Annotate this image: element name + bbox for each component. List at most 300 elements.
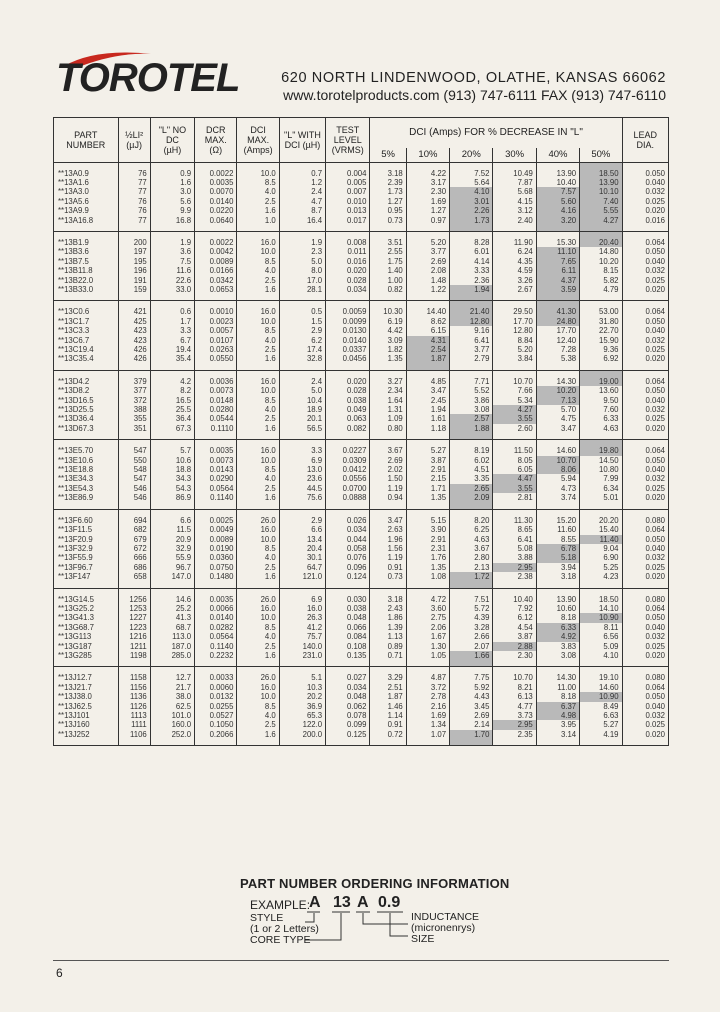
table-cell: 75.6 xyxy=(279,493,325,509)
table-cell: 3.14 xyxy=(536,730,579,746)
table-cell: 0.9 xyxy=(150,162,194,178)
table-cell: 4.0 xyxy=(237,553,279,562)
table-cell: 4.22 xyxy=(406,162,449,178)
table-cell: 1.82 xyxy=(370,345,406,354)
table-row xyxy=(54,162,669,178)
table-cell: 1.6 xyxy=(237,285,279,301)
table-cell: 0.040 xyxy=(622,544,668,553)
table-cell: 0.0089 xyxy=(195,535,237,544)
table-cell: 22.6 xyxy=(150,276,194,285)
table-cell: 4.35 xyxy=(493,257,536,266)
table-row xyxy=(54,474,669,483)
table-cell: 3.72 xyxy=(406,683,449,692)
table-cell: 377 xyxy=(118,386,150,395)
table-cell: 195 xyxy=(118,257,150,266)
table-cell: 9.50 xyxy=(580,396,622,405)
table-cell: 6.15 xyxy=(406,326,449,335)
header-dcr: DCR MAX. (Ω) xyxy=(195,118,237,163)
table-cell: 1.5 xyxy=(279,317,325,326)
table-cell: 8.62 xyxy=(406,317,449,326)
table-cell: 0.0342 xyxy=(195,276,237,285)
table-cell: 0.0148 xyxy=(195,396,237,405)
table-cell: 0.082 xyxy=(326,424,370,440)
part-number-cell: **13G41.3 xyxy=(54,613,119,622)
table-cell: 2.15 xyxy=(406,474,449,483)
table-cell: 546 xyxy=(118,493,150,509)
table-cell: 1.9 xyxy=(279,231,325,247)
part-number-cell: **13F11.5 xyxy=(54,525,119,534)
table-cell: 0.049 xyxy=(326,405,370,414)
table-cell: 0.099 xyxy=(326,720,370,729)
table-cell: 1.0 xyxy=(237,216,279,232)
table-cell: 10.40 xyxy=(493,588,536,604)
table-cell: 16.0 xyxy=(279,604,325,613)
table-cell: 0.025 xyxy=(622,484,668,493)
table-cell: 8.05 xyxy=(493,456,536,465)
table-cell: 0.0653 xyxy=(195,285,237,301)
table-cell: 4.2 xyxy=(150,370,194,386)
table-cell: 65.3 xyxy=(279,711,325,720)
table-cell: 6.19 xyxy=(370,317,406,326)
table-row xyxy=(54,667,669,683)
part-number-cell: **13F55.9 xyxy=(54,553,119,562)
table-cell: 113.0 xyxy=(150,632,194,641)
table-cell: 26.0 xyxy=(237,588,279,604)
table-cell: 0.0337 xyxy=(326,345,370,354)
table-cell: 18.9 xyxy=(279,405,325,414)
table-cell: 4.7 xyxy=(279,197,325,206)
part-number-cell: **13A0.9 xyxy=(54,162,119,178)
table-cell: 550 xyxy=(118,456,150,465)
table-cell: 0.0036 xyxy=(195,370,237,386)
table-cell: 0.2232 xyxy=(195,651,237,667)
table-cell: 666 xyxy=(118,553,150,562)
table-cell: 0.72 xyxy=(370,730,406,746)
table-cell: 1106 xyxy=(118,730,150,746)
part-number-cell: **13J160 xyxy=(54,720,119,729)
part-number-cell: **13F96.7 xyxy=(54,563,119,572)
table-row xyxy=(54,553,669,562)
table-cell: 5.7 xyxy=(150,440,194,456)
table-cell: 11.30 xyxy=(493,509,536,525)
table-cell: 10.60 xyxy=(536,604,579,613)
table-cell: 20.20 xyxy=(580,509,622,525)
table-cell: 2.35 xyxy=(493,730,536,746)
table-cell: 6.12 xyxy=(493,613,536,622)
table-cell: 14.60 xyxy=(536,440,579,456)
table-cell: 5.38 xyxy=(536,354,579,370)
table-cell: 0.020 xyxy=(622,572,668,588)
table-row xyxy=(54,632,669,641)
table-row xyxy=(54,484,669,493)
code-style: A xyxy=(309,894,321,911)
header-10pct: 10% xyxy=(406,148,449,163)
table-cell: 8.49 xyxy=(580,702,622,711)
table-cell: 3.27 xyxy=(370,370,406,386)
table-cell: 36.9 xyxy=(279,702,325,711)
table-cell: 10.0 xyxy=(237,692,279,701)
part-number-cell: **13F32.9 xyxy=(54,544,119,553)
table-cell: 17.70 xyxy=(493,317,536,326)
table-cell: 6.33 xyxy=(580,414,622,423)
part-number-cell: **13J62.5 xyxy=(54,702,119,711)
table-cell: 0.0360 xyxy=(195,553,237,562)
table-cell: 17.70 xyxy=(536,326,579,335)
table-cell: 1.70 xyxy=(450,730,493,746)
table-cell: 2.75 xyxy=(406,613,449,622)
table-cell: 38.0 xyxy=(150,692,194,701)
table-row xyxy=(54,257,669,266)
table-cell: 18.50 xyxy=(580,162,622,178)
table-cell: 1.75 xyxy=(370,257,406,266)
table-row xyxy=(54,711,669,720)
table-cell: 2.5 xyxy=(237,276,279,285)
table-cell: 7.71 xyxy=(450,370,493,386)
part-number-cell: **13C19.4 xyxy=(54,345,119,354)
table-cell: 5.92 xyxy=(450,683,493,692)
table-cell: 425 xyxy=(118,317,150,326)
table-cell: 0.096 xyxy=(326,563,370,572)
table-cell: 2.66 xyxy=(450,632,493,641)
table-cell: 0.025 xyxy=(622,414,668,423)
table-cell: 76 xyxy=(118,206,150,215)
table-cell: 4.63 xyxy=(580,424,622,440)
table-cell: 5.18 xyxy=(536,553,579,562)
table-cell: 7.28 xyxy=(536,345,579,354)
core-type-label: CORE TYPE xyxy=(250,934,311,946)
table-cell: 4.47 xyxy=(493,474,536,483)
table-cell: 4.59 xyxy=(493,266,536,275)
header-dci-decrease: DCI (Amps) FOR % DECREASE IN "L" xyxy=(370,118,622,148)
part-number-cell: **13G113 xyxy=(54,632,119,641)
table-cell: 9.36 xyxy=(580,345,622,354)
table-cell: 0.91 xyxy=(370,720,406,729)
table-cell: 2.95 xyxy=(493,720,536,729)
table-cell: 4.27 xyxy=(493,405,536,414)
table-cell: 0.040 xyxy=(622,257,668,266)
table-cell: 5.70 xyxy=(536,405,579,414)
table-cell: 3.95 xyxy=(536,720,579,729)
table-cell: 2.9 xyxy=(279,509,325,525)
table-cell: 0.0140 xyxy=(195,197,237,206)
part-number-cell: **13C0.6 xyxy=(54,301,119,317)
part-number-cell: **13B7.5 xyxy=(54,257,119,266)
table-cell: 13.0 xyxy=(279,465,325,474)
table-cell: 5.20 xyxy=(493,345,536,354)
table-cell: 0.050 xyxy=(622,317,668,326)
table-cell: 7.92 xyxy=(493,604,536,613)
table-cell: 10.10 xyxy=(580,187,622,196)
header-50pct: 50% xyxy=(580,148,622,163)
table-cell: 101.0 xyxy=(150,711,194,720)
table-cell: 0.1140 xyxy=(195,642,237,651)
table-row xyxy=(54,588,669,604)
table-cell: 4.14 xyxy=(450,257,493,266)
table-cell: 4.0 xyxy=(237,711,279,720)
table-row xyxy=(54,683,669,692)
table-cell: 426 xyxy=(118,354,150,370)
table-cell: 0.0456 xyxy=(326,354,370,370)
table-cell: 0.034 xyxy=(326,525,370,534)
table-cell: 3.47 xyxy=(406,386,449,395)
table-cell: 6.9 xyxy=(279,456,325,465)
table-cell: 8.5 xyxy=(237,544,279,553)
table-row xyxy=(54,424,669,440)
table-cell: 5.08 xyxy=(493,544,536,553)
table-cell: 14.10 xyxy=(580,604,622,613)
table-cell: 0.038 xyxy=(326,396,370,405)
table-cell: 1.19 xyxy=(370,484,406,493)
part-number-cell: **13E10.6 xyxy=(54,456,119,465)
table-cell: 191 xyxy=(118,276,150,285)
table-cell: 0.084 xyxy=(326,632,370,641)
table-cell: 76 xyxy=(118,162,150,178)
table-cell: 16.4 xyxy=(279,216,325,232)
header-40pct: 40% xyxy=(536,148,579,163)
table-cell: 0.0025 xyxy=(195,509,237,525)
table-cell: 0.73 xyxy=(370,216,406,232)
table-cell: 10.0 xyxy=(237,456,279,465)
table-cell: 5.68 xyxy=(493,187,536,196)
table-cell: 1.6 xyxy=(237,493,279,509)
table-cell: 32.9 xyxy=(150,544,194,553)
table-cell: 0.028 xyxy=(326,276,370,285)
table-row xyxy=(54,720,669,729)
table-cell: 33.0 xyxy=(150,285,194,301)
table-cell: 4.39 xyxy=(450,613,493,622)
table-cell: 10.0 xyxy=(237,386,279,395)
header-part-number: PART NUMBER xyxy=(54,118,119,163)
table-cell: 351 xyxy=(118,424,150,440)
table-cell: 1.69 xyxy=(406,197,449,206)
table-row xyxy=(54,247,669,256)
table-cell: 3.67 xyxy=(450,544,493,553)
code-type: A xyxy=(357,894,369,911)
footer-rule xyxy=(53,960,669,961)
table-cell: 18.50 xyxy=(580,588,622,604)
table-cell: 3.18 xyxy=(370,588,406,604)
table-cell: 17.0 xyxy=(279,276,325,285)
part-number-cell: **13D8.2 xyxy=(54,386,119,395)
table-row xyxy=(54,642,669,651)
table-cell: 16.8 xyxy=(150,216,194,232)
table-cell: 4.0 xyxy=(237,336,279,345)
part-number-cell: **13B3.6 xyxy=(54,247,119,256)
table-cell: 6.56 xyxy=(580,632,622,641)
table-cell: 1.19 xyxy=(370,553,406,562)
table-cell: 0.080 xyxy=(622,588,668,604)
table-cell: 13.60 xyxy=(580,386,622,395)
table-cell: 0.028 xyxy=(326,386,370,395)
table-cell: 1.94 xyxy=(406,405,449,414)
table-cell: 1.88 xyxy=(450,424,493,440)
table-cell: 547 xyxy=(118,440,150,456)
table-cell: 0.0166 xyxy=(195,266,237,275)
table-cell: 1223 xyxy=(118,623,150,632)
inductor-spec-table xyxy=(53,117,669,746)
part-number-cell: **13J252 xyxy=(54,730,119,746)
table-cell: 0.076 xyxy=(326,553,370,562)
table-cell: 29.50 xyxy=(493,301,536,317)
code-core: 13 xyxy=(333,894,351,911)
table-cell: 41.30 xyxy=(536,301,579,317)
table-cell: 56.5 xyxy=(279,424,325,440)
table-row xyxy=(54,354,669,370)
table-cell: 2.16 xyxy=(406,702,449,711)
table-cell: 19.10 xyxy=(580,667,622,683)
table-cell: 8.18 xyxy=(536,613,579,622)
table-cell: 2.31 xyxy=(406,544,449,553)
table-cell: 3.45 xyxy=(450,702,493,711)
table-cell: 5.60 xyxy=(536,197,579,206)
table-cell: 8.84 xyxy=(493,336,536,345)
table-cell: 2.09 xyxy=(450,493,493,509)
table-cell: 1.35 xyxy=(406,563,449,572)
table-cell: 2.54 xyxy=(406,345,449,354)
table-row xyxy=(54,692,669,701)
table-cell: 10.0 xyxy=(237,247,279,256)
table-cell: 16.5 xyxy=(150,396,194,405)
table-cell: 1.18 xyxy=(406,424,449,440)
table-cell: 1.07 xyxy=(406,730,449,746)
table-cell: 658 xyxy=(118,572,150,588)
table-cell: 0.050 xyxy=(622,535,668,544)
table-cell: 26.3 xyxy=(279,613,325,622)
table-cell: 76 xyxy=(118,197,150,206)
part-number-cell: **13A9.9 xyxy=(54,206,119,215)
table-cell: 6.02 xyxy=(450,456,493,465)
table-cell: 3.20 xyxy=(536,216,579,232)
table-cell: 8.19 xyxy=(450,440,493,456)
table-cell: 121.0 xyxy=(279,572,325,588)
table-cell: 16.0 xyxy=(237,683,279,692)
table-cell: 0.032 xyxy=(622,187,668,196)
header-20pct: 20% xyxy=(450,148,493,163)
table-cell: 24.80 xyxy=(536,317,579,326)
part-number-cell: **13B11.8 xyxy=(54,266,119,275)
table-cell: 1158 xyxy=(118,667,150,683)
table-cell: 13.90 xyxy=(536,162,579,178)
table-cell: 0.020 xyxy=(622,206,668,215)
company-address xyxy=(281,70,666,104)
torotel-logo xyxy=(56,46,240,104)
table-cell: 16.0 xyxy=(237,440,279,456)
page-number: 6 xyxy=(56,966,63,980)
contact-line: www.torotelproducts.com (913) 747-6111 FAX (913) 747-6110 xyxy=(283,87,666,103)
table-cell: 1.27 xyxy=(370,197,406,206)
table-row xyxy=(54,572,669,588)
table-cell: 160.0 xyxy=(150,720,194,729)
table-cell: 20.40 xyxy=(580,231,622,247)
table-cell: 2.63 xyxy=(370,525,406,534)
table-cell: 0.0130 xyxy=(326,326,370,335)
table-cell: 8.5 xyxy=(237,623,279,632)
table-cell: 4.37 xyxy=(536,276,579,285)
table-cell: 285.0 xyxy=(150,651,194,667)
table-cell: 0.0022 xyxy=(195,162,237,178)
table-cell: 0.064 xyxy=(622,440,668,456)
table-cell: 0.027 xyxy=(326,667,370,683)
table-cell: 32.8 xyxy=(279,354,325,370)
table-cell: 0.040 xyxy=(622,465,668,474)
table-row xyxy=(54,317,669,326)
table-cell: 6.37 xyxy=(536,702,579,711)
spec-table-body xyxy=(54,162,669,746)
table-row xyxy=(54,206,669,215)
table-cell: 0.064 xyxy=(622,683,668,692)
table-cell: 54.3 xyxy=(150,484,194,493)
table-cell: 1126 xyxy=(118,702,150,711)
table-cell: 0.0140 xyxy=(195,613,237,622)
table-row xyxy=(54,326,669,335)
table-cell: 19.80 xyxy=(580,440,622,456)
table-cell: 8.65 xyxy=(493,525,536,534)
table-cell: 0.050 xyxy=(622,247,668,256)
table-cell: 0.0143 xyxy=(195,465,237,474)
table-cell: 0.80 xyxy=(370,424,406,440)
table-cell: 0.95 xyxy=(370,206,406,215)
table-cell: 77 xyxy=(118,187,150,196)
table-cell: 4.85 xyxy=(406,370,449,386)
table-cell: 7.57 xyxy=(536,187,579,196)
part-number-cell: **13C1.7 xyxy=(54,317,119,326)
table-cell: 0.020 xyxy=(622,493,668,509)
table-cell: 8.5 xyxy=(237,257,279,266)
table-cell: 20.1 xyxy=(279,414,325,423)
table-row xyxy=(54,336,669,345)
table-cell: 4.77 xyxy=(493,702,536,711)
table-cell: 10.20 xyxy=(580,257,622,266)
table-cell: 6.41 xyxy=(493,535,536,544)
table-cell: 10.0 xyxy=(237,613,279,622)
table-cell: 2.69 xyxy=(406,257,449,266)
table-cell: 0.034 xyxy=(326,285,370,301)
table-cell: 3.67 xyxy=(370,440,406,456)
table-cell: 0.97 xyxy=(406,216,449,232)
table-cell: 4.31 xyxy=(406,336,449,345)
table-cell: 2.14 xyxy=(450,720,493,729)
table-cell: 4.27 xyxy=(580,216,622,232)
table-cell: 1.87 xyxy=(406,354,449,370)
table-cell: 17.4 xyxy=(279,345,325,354)
table-cell: 10.0 xyxy=(237,162,279,178)
table-cell: 1.2 xyxy=(279,178,325,187)
table-cell: 2.5 xyxy=(237,563,279,572)
table-row xyxy=(54,465,669,474)
table-cell: 0.0309 xyxy=(326,456,370,465)
table-cell: 0.016 xyxy=(622,216,668,232)
table-cell: 0.032 xyxy=(622,711,668,720)
part-number-cell: **13B1.9 xyxy=(54,231,119,247)
table-cell: 3.90 xyxy=(406,525,449,534)
part-number-cell: **13C3.3 xyxy=(54,326,119,335)
table-cell: 1.35 xyxy=(370,354,406,370)
table-row xyxy=(54,702,669,711)
header-l-with-dc: "L" WITH DCI (µH) xyxy=(279,118,325,163)
table-cell: 35.4 xyxy=(150,354,194,370)
table-cell: 0.71 xyxy=(370,651,406,667)
table-cell: 10.30 xyxy=(370,301,406,317)
table-cell: 0.007 xyxy=(326,187,370,196)
table-cell: 4.72 xyxy=(406,588,449,604)
part-number-cell: **13F147 xyxy=(54,572,119,588)
table-cell: 4.23 xyxy=(580,572,622,588)
table-cell: 6.6 xyxy=(150,509,194,525)
table-cell: 16.0 xyxy=(237,370,279,386)
table-cell: 0.0640 xyxy=(195,216,237,232)
table-cell: 20.4 xyxy=(279,544,325,553)
table-cell: 0.0263 xyxy=(195,345,237,354)
